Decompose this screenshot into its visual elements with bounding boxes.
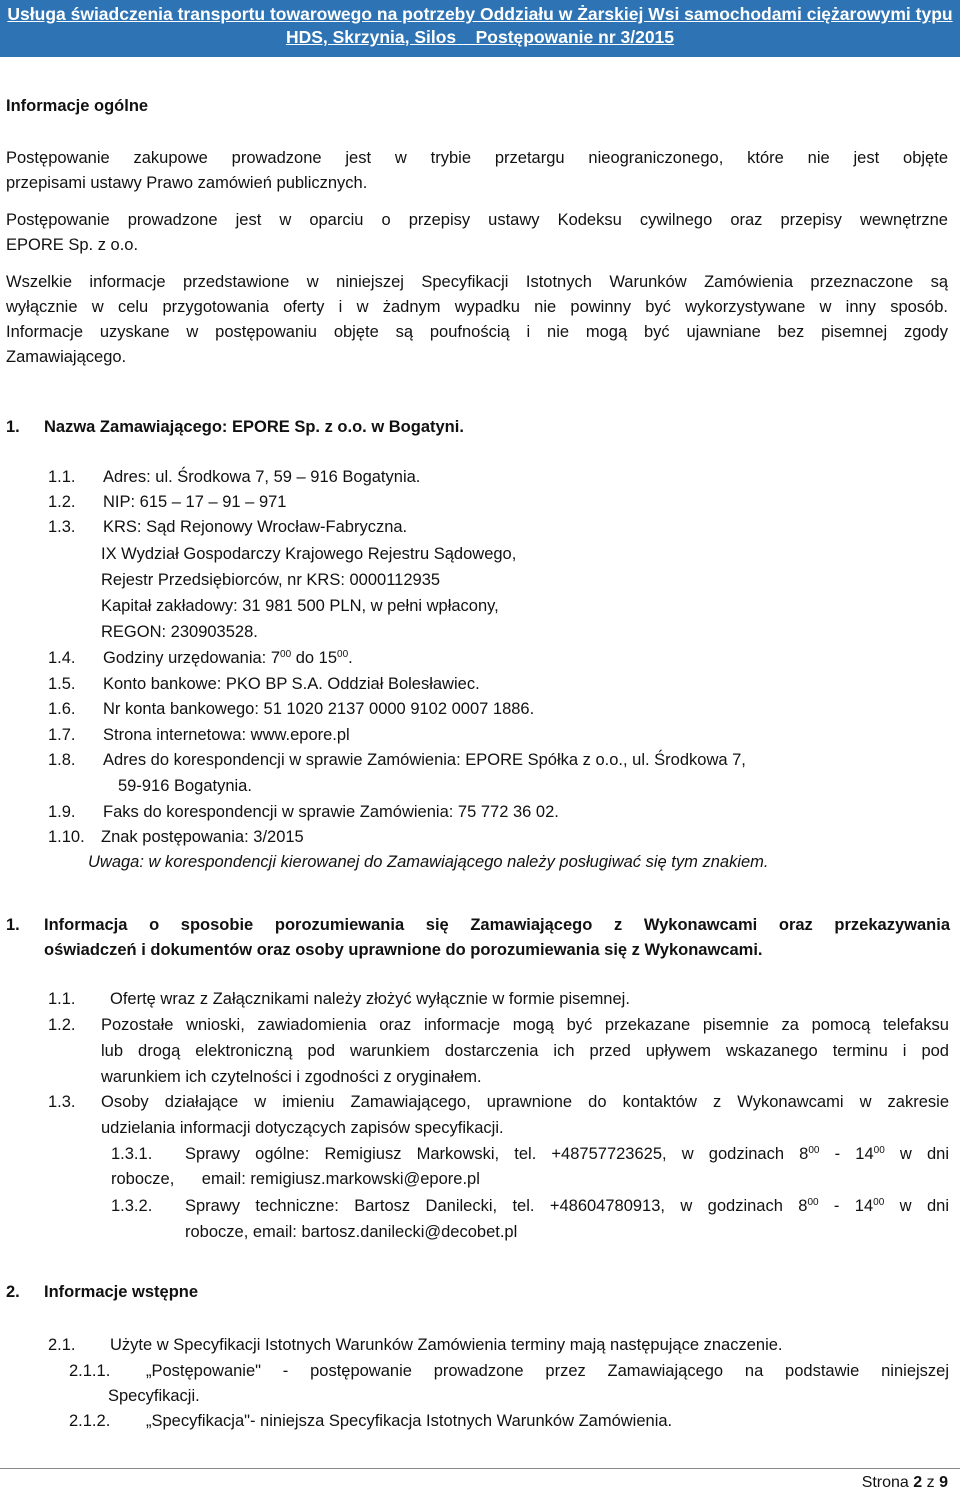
item-2-2-number: 1.2. — [48, 1016, 76, 1034]
krs-line-1: IX Wydział Gospodarczy Krajowego Rejestru Sądowego, — [101, 545, 517, 563]
item-1-7-text: Strona internetowa: www.epore.pl — [103, 726, 350, 744]
krs-line-3: Kapitał zakładowy: 31 981 500 PLN, w pełni wpłacony, — [101, 597, 499, 615]
item-1-4-text: Godziny urzędowania: $7^{00}$ do $15^{00}$. — [103, 649, 353, 667]
item-3-1-1-text-a: „Postępowanie" - postępowanie prowadzone przez Zamawiającego na podstawie niniejszej — [146, 1362, 949, 1380]
item-2-3-1-number: 1.3.1. — [111, 1145, 153, 1163]
item-1-8-text: Adres do korespondencji w sprawie Zamówienia: EPORE Spółka z o.o., ul. Środkowa 7, — [103, 751, 746, 769]
reference-note: Uwaga: w korespondencji kierowanej do Zamawiającego należy posługiwać się tym znakiem. — [88, 853, 769, 871]
header-title-line2: HDS, Skrzynia, Silos Postępowanie nr 3/2015 — [285, 27, 675, 47]
footer-divider — [0, 1468, 960, 1469]
general-paragraph-2: Postępowanie prowadzone jest w oparciu o przepisy ustawy Kodeksu cywilnego oraz przepisy wewnętrzne — [6, 211, 948, 229]
item-1-3-text: KRS: Sąd Rejonowy Wrocław-Fabryczna. — [103, 518, 408, 536]
section-title-general: Informacje ogólne — [6, 97, 149, 115]
item-3-1-text: Użyte w Specyfikacji Istotnych Warunków Zamówienia terminy mają następujące znaczenie. — [110, 1336, 783, 1354]
item-2-3-1-text-a: Sprawy ogólne: Remigiusz Markowski, tel. +48757723625, w godzinach $8^{00} - 14^{00}$ w dni — [185, 1145, 949, 1163]
item-2-3-text-a: Osoby działające w imieniu Zamawiającego, uprawnione do kontaktów z Wykonawcami w zakresie — [101, 1093, 949, 1111]
general-paragraph-1b: przepisami ustawy Prawo zamówień publicznych. — [6, 174, 368, 192]
item-1-10-number: 1.10. — [48, 828, 85, 846]
document-header — [0, 0, 960, 57]
page-number: Strona 2 z 9 — [861, 1474, 948, 1491]
item-3-1-number: 2.1. — [48, 1336, 76, 1354]
item-2-3-2-number: 1.3.2. — [111, 1197, 153, 1215]
item-1-4-number: 1.4. — [48, 649, 76, 667]
item-1-1-text: Adres: ul. Środkowa 7, 59 – 916 Bogatynia. — [103, 468, 421, 486]
general-paragraph-2b: EPORE Sp. z o.o. — [6, 236, 139, 254]
item-2-3-number: 1.3. — [48, 1093, 76, 1111]
item-1-1-number: 1.1. — [48, 468, 76, 486]
item-3-1-1-text-b: Specyfikacji. — [108, 1387, 200, 1405]
item-3-1-2-number: 2.1.2. — [69, 1412, 111, 1430]
general-paragraph-1: Postępowanie zakupowe prowadzone jest w trybie przetargu nieograniczonego, które nie jest objęte — [6, 149, 948, 167]
item-1-6-text: Nr konta bankowego: 51 1020 2137 0000 9102 0007 1886. — [103, 700, 535, 718]
general-paragraph-3b: wyłącznie w celu przygotowania oferty i w żadnym wypadku nie powinny być wykorzystywane w inny sposób. — [6, 298, 948, 316]
item-2-1-number: 1.1. — [48, 990, 76, 1008]
item-3-1-1-number: 2.1.1. — [69, 1362, 111, 1380]
krs-line-4: REGON: 230903528. — [101, 623, 258, 641]
item-1-2-number: 1.2. — [48, 493, 76, 511]
item-2-2-text-b: lub drogą elektroniczną pod warunkiem dostarczenia ich przed upływem wskazanego terminu i pod — [101, 1042, 949, 1060]
section1-title: Nazwa Zamawiającego: EPORE Sp. z o.o. w Bogatyni. — [44, 418, 464, 436]
section2-number: 1. — [6, 916, 20, 934]
section1-number: 1. — [6, 418, 20, 436]
item-1-3-number: 1.3. — [48, 518, 76, 536]
item-1-5-text: Konto bankowe: PKO BP S.A. Oddział Bolesławiec. — [103, 675, 480, 693]
item-1-6-number: 1.6. — [48, 700, 76, 718]
item-2-3-1-text-b: robocze, email: remigiusz.markowski@epore.pl — [111, 1170, 480, 1188]
item-2-2-text-c: warunkiem ich czytelności i zgodności z oryginałem. — [101, 1068, 482, 1086]
general-paragraph-4b: Zamawiającego. — [6, 348, 127, 366]
item-1-9-number: 1.9. — [48, 803, 76, 821]
item-3-1-2-text: „Specyfikacja"- niniejsza Specyfikacja Istotnych Warunków Zamówienia. — [146, 1412, 673, 1430]
item-1-8-text-cont: 59-916 Bogatynia. — [118, 777, 252, 795]
section3-title: Informacje wstępne — [44, 1283, 199, 1301]
general-paragraph-4a: Informacje uzyskane w postępowaniu objęte są poufnością i nie mogą być ujawniane bez pisemnej zgody — [6, 323, 948, 341]
item-1-5-number: 1.5. — [48, 675, 76, 693]
section3-number: 2. — [6, 1283, 20, 1301]
item-1-10-text: Znak postępowania: 3/2015 — [101, 828, 304, 846]
item-1-9-text: Faks do korespondencji w sprawie Zamówienia: 75 772 36 02. — [103, 803, 559, 821]
item-2-1-text: Ofertę wraz z Załącznikami należy złożyć wyłącznie w formie pisemnej. — [110, 990, 630, 1008]
item-1-7-number: 1.7. — [48, 726, 76, 744]
section2-title-a: Informacja o sposobie porozumiewania się Zamawiającego z Wykonawcami oraz przekazywania — [44, 916, 950, 934]
item-2-2-text-a: Pozostałe wnioski, zawiadomienia oraz informacje mogą być przekazane pisemnie za pomocą telefaksu — [101, 1016, 949, 1034]
general-paragraph-3a: Wszelkie informacje przedstawione w niniejszej Specyfikacji Istotnych Warunków Zamówienia przeznaczone są — [6, 273, 948, 291]
krs-line-2: Rejestr Przedsiębiorców, nr KRS: 0000112935 — [101, 571, 441, 589]
item-2-3-2-text-b: robocze, email: bartosz.danilecki@decobet.pl — [185, 1223, 518, 1241]
header-title-line1: Usługa świadczenia transportu towarowego na potrzeby Oddziału w Żarskiej Wsi samochodami ciężarowymi typu — [7, 4, 953, 24]
section2-title-b: oświadczeń i dokumentów oraz osoby uprawnione do porozumiewania się z Wykonawcami. — [44, 941, 763, 959]
item-1-8-number: 1.8. — [48, 751, 76, 769]
item-1-2-text: NIP: 615 – 17 – 91 – 971 — [103, 493, 287, 511]
item-2-3-2-text-a: Sprawy techniczne: Bartosz Danilecki, tel. +48604780913, w godzinach $8^{00} - 14^{00}$ w dni — [185, 1197, 949, 1215]
item-2-3-text-b: udzielania informacji dotyczących zapisów specyfikacji. — [101, 1119, 504, 1137]
